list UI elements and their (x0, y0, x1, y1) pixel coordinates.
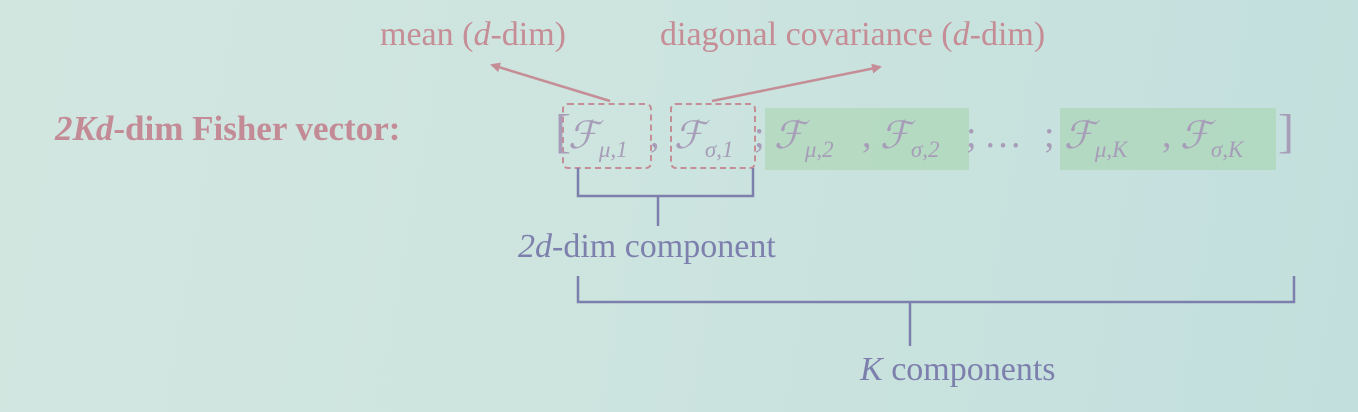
fisher-vector-title: 2Kd-dim Fisher vector: (55, 109, 401, 148)
brace-k-components (578, 276, 1294, 346)
mean-label: mean (d-dim) (380, 16, 566, 53)
brace-2d-component (578, 168, 753, 226)
comma: , (1162, 114, 1172, 156)
semicolon: ; (1044, 114, 1055, 156)
k-components-label: K components (860, 351, 1056, 388)
term-mu-1: ℱ$_{\mu,1}$ (568, 113, 628, 162)
diagonal-covariance-label: diagonal covariance (d-dim) (660, 16, 1046, 53)
term-sigma-2: ℱ$_{\sigma,2}$ (880, 113, 940, 162)
term-mu-2: ℱ$_{\mu,2}$ (774, 113, 834, 162)
open-bracket: [ (555, 105, 571, 158)
semicolon: ; (754, 114, 765, 156)
term-mu-k: ℱ$_{\mu,K}$ (1064, 113, 1128, 162)
two-d-dim-component-label: 2d-dim component (518, 228, 776, 265)
comma: , (862, 114, 872, 156)
semicolon: ; (966, 114, 977, 156)
arrow-to-covariance-label (712, 67, 880, 101)
close-bracket: ] (1278, 105, 1294, 158)
term-sigma-1: ℱ$_{\sigma,1}$ (674, 113, 734, 162)
comma: , (650, 114, 660, 156)
arrow-to-mean-label (492, 65, 610, 101)
ellipsis: … (984, 114, 1022, 156)
term-sigma-k: ℱ$_{\sigma,K}$ (1180, 113, 1244, 162)
